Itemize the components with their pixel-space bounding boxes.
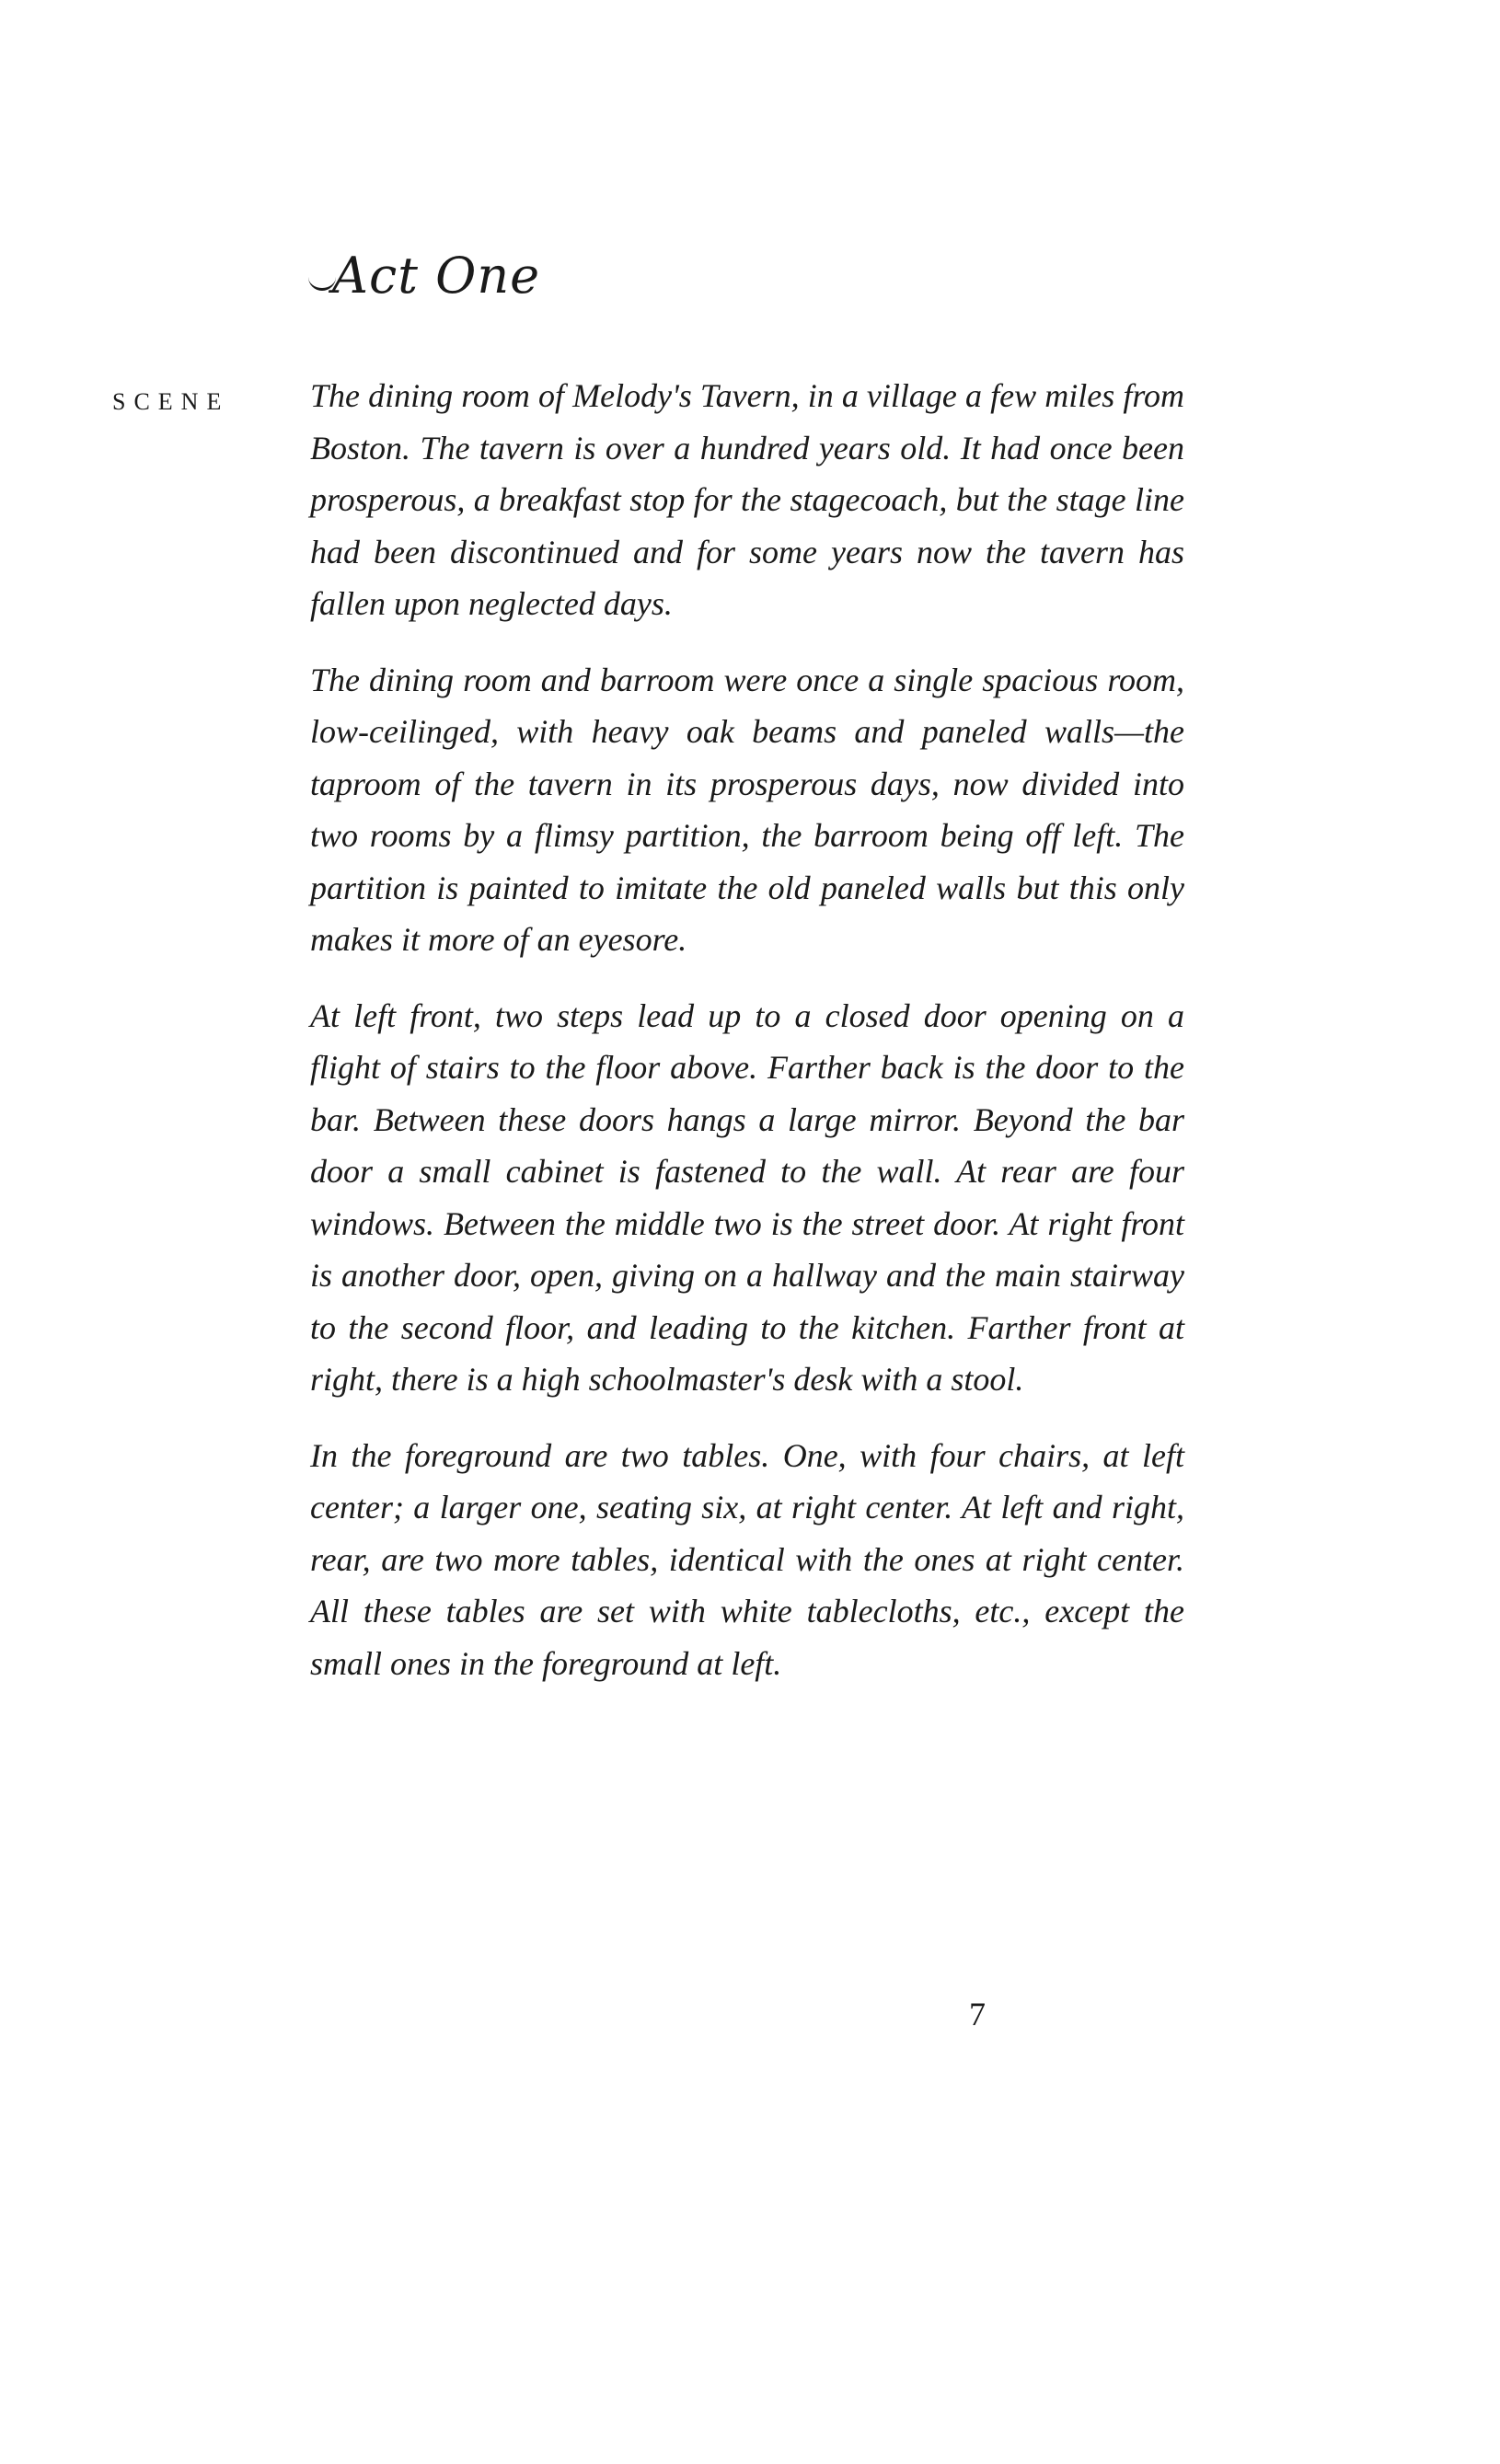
page-number: 7: [969, 1996, 986, 2032]
scene-description: [310, 370, 1184, 1713]
scene-label: SCENE: [112, 388, 230, 415]
paragraph-setting: The dining room of Melody's Tavern, in a village a few miles from Boston. The tavern is over a hundred years old. It had once been prosperous, a breakfast stop for the stagecoach, but the stage line had been discontinued and for some years now the tavern has fallen upon neglected days.: [310, 377, 1184, 622]
paragraph-tables: In the foreground are two tables. One, with four chairs, at left center; a larger one, seating six, at right center. At left and right, rear, are two more tables, identical with the ones at right center. All these tables are set with white tablecloths, etc., except the small ones in the foreground at left.: [310, 1436, 1184, 1682]
act-title-text: Act One: [332, 247, 541, 305]
paragraph-room: The dining room and barroom were once a single spacious room, low-ceilinged, with heavy oak beams and paneled walls—the taproom of the tavern in its prosperous days, now divided into two rooms by a flimsy partition, the barroom being off left. The partition is painted to imitate the old paneled walls but this only makes it more of an eyesore.: [310, 661, 1184, 958]
paragraph-doors: At left front, two steps lead up to a closed door opening on a flight of stairs to the floor above. Farther back is the door to the bar. Between these doors hangs a large mirror. Beyond the bar door a small cabinet is fastened to the wall. At rear are four windows. Between the middle two is the street door. At right front is another door, open, giving on a hallway and the main stairway to the second floor, and leading to the kitchen. Farther front at right, there is a high schoolmaster's desk with a stool.: [310, 996, 1184, 1398]
act-title: [308, 247, 540, 305]
